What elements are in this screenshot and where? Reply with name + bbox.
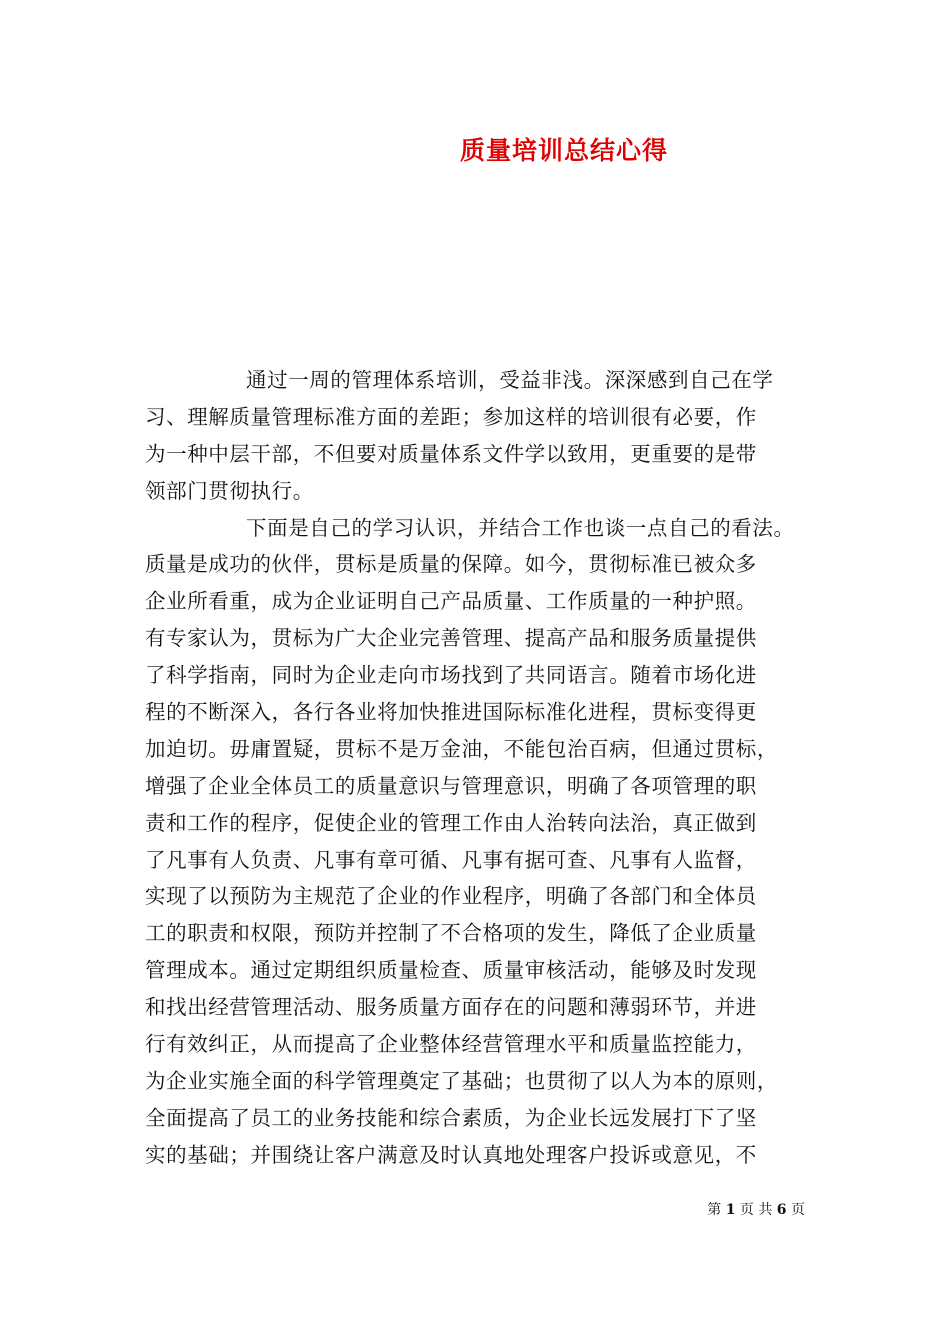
paragraph-line: 为企业实施全面的科学管理奠定了基础；也贯彻了以人为本的原则，	[145, 1068, 778, 1093]
paragraph-line: 了凡事有人负责、凡事有章可循、凡事有据可查、凡事有人监督，	[145, 847, 757, 872]
paragraph-line: 责和工作的程序，促使企业的管理工作由人治转向法治，真正做到	[145, 810, 757, 835]
paragraph-line: 实现了以预防为主规范了企业的作业程序，明确了各部门和全体员	[145, 884, 757, 909]
paragraph-line: 下面是自己的学习认识，并结合工作也谈一点自己的看法。	[246, 515, 795, 540]
paragraph-2	[145, 510, 825, 1174]
paragraph-line: 通过一周的管理体系培训，受益非浅。深深感到自己在学	[246, 368, 774, 392]
paragraph-1	[145, 362, 825, 510]
page-footer	[707, 1200, 805, 1220]
paragraph-line: 增强了企业全体员工的质量意识与管理意识，明确了各项管理的职	[145, 773, 757, 798]
paragraph-line: 加迫切。毋庸置疑，贯标不是万金油，不能包治百病，但通过贯标，	[145, 736, 778, 761]
paragraph-line: 实的基础；并围绕让客户满意及时认真地处理客户投诉或意见，不	[145, 1142, 757, 1167]
paragraph-line: 为一种中层干部，不但要对质量体系文件学以致用，更重要的是带	[145, 441, 757, 466]
paragraph-line: 了科学指南，同时为企业走向市场找到了共同语言。随着市场化进	[145, 663, 757, 688]
paragraph-line: 质量是成功的伙伴，贯标是质量的保障。如今，贯彻标准已被众多	[145, 552, 757, 577]
footer-suffix: 页	[791, 1202, 805, 1218]
document-title: 质量培训总结心得	[459, 136, 668, 165]
paragraph-line: 习、理解质量管理标准方面的差距；参加这样的培训很有必要，作	[145, 404, 757, 429]
paragraph-line: 有专家认为，贯标为广大企业完善管理、提高产品和服务质量提供	[145, 626, 757, 651]
paragraph-line: 全面提高了员工的业务技能和综合素质，为企业长远发展打下了坚	[145, 1105, 757, 1130]
footer-total-pages: 6	[776, 1202, 787, 1218]
footer-prefix: 第	[707, 1202, 722, 1218]
paragraph-line: 工的职责和权限，预防并控制了不合格项的发生，降低了企业质量	[145, 921, 757, 946]
paragraph-line: 企业所看重，成为企业证明自己产品质量、工作质量的一种护照。	[145, 589, 757, 614]
footer-middle: 页 共	[739, 1202, 773, 1218]
paragraph-line: 行有效纠正，从而提高了企业整体经营管理水平和质量监控能力，	[145, 1032, 757, 1057]
footer-page-number: 1	[725, 1202, 736, 1218]
paragraph-line: 领部门贯彻执行。	[145, 478, 314, 503]
document-body	[145, 362, 825, 1174]
paragraph-line: 管理成本。通过定期组织质量检查、质量审核活动，能够及时发现	[145, 958, 757, 983]
paragraph-line: 程的不断深入，各行各业将加快推进国际标准化进程，贯标变得更	[145, 700, 757, 725]
paragraph-line: 和找出经营管理活动、服务质量方面存在的问题和薄弱环节，并进	[145, 995, 757, 1020]
